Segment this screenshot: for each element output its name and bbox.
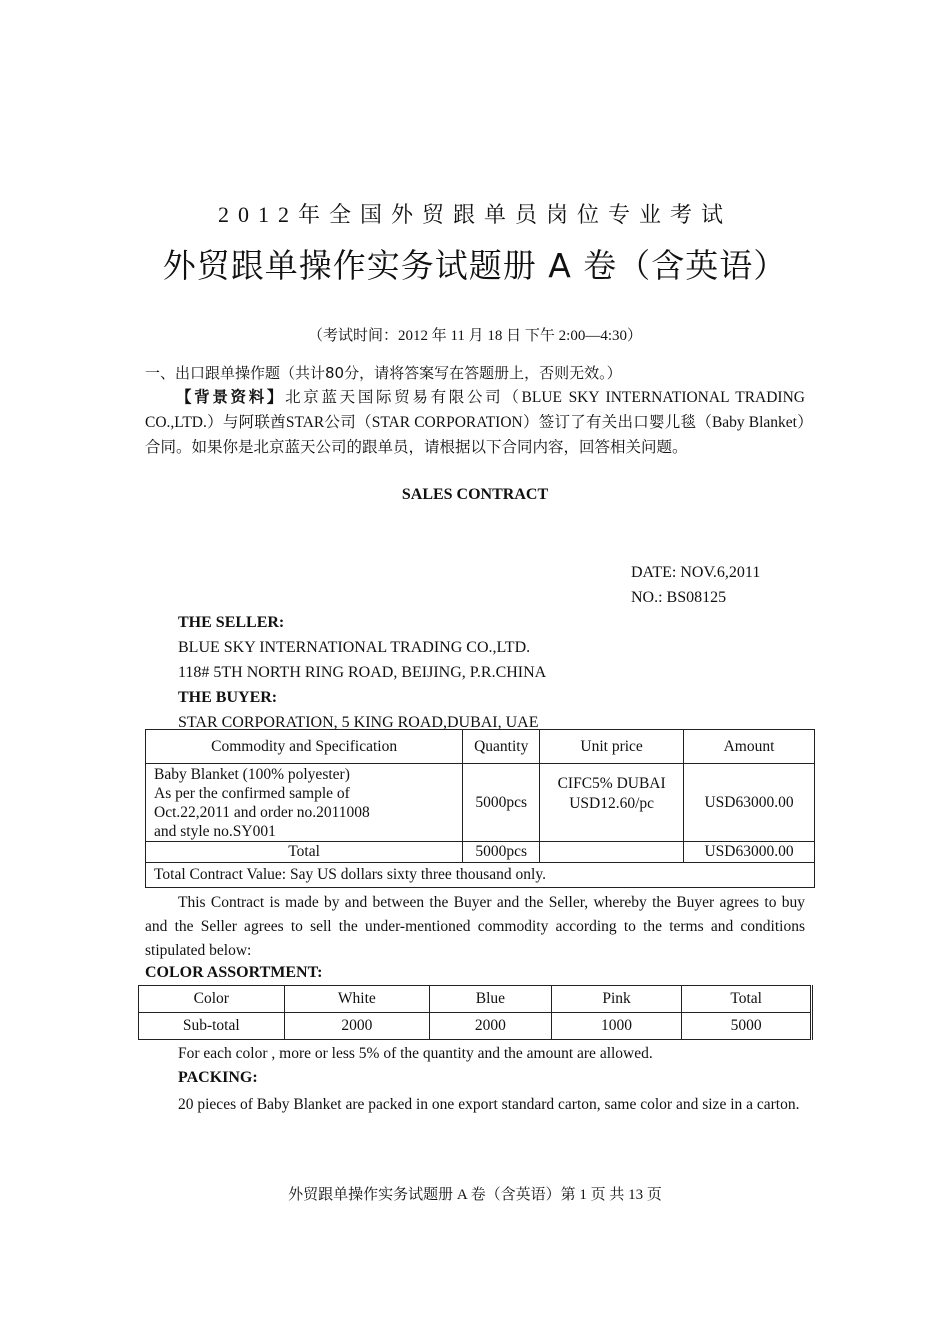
total-label-cell: Total (146, 842, 463, 863)
contract-date: DATE: NOV.6,2011 (631, 564, 761, 581)
total-value-cell: Total Contract Value: Say US dollars sixty three thousand only. (146, 863, 815, 888)
unit-price-line: CIFC5% DUBAI (557, 775, 666, 792)
packing-label: PACKING: (178, 1069, 258, 1086)
buyer-label: THE BUYER: (178, 689, 278, 706)
table-header-cell: Amount (684, 730, 815, 764)
table-row (146, 764, 815, 842)
exam-time: （考试时间：2012 年 11 月 18 日 下午 2:00—4:30） (307, 328, 643, 344)
section-heading: 一、出口跟单操作题（共计80分，请将答案写在答题册上，否则无效。） (145, 364, 622, 382)
commodity-line: Oct.22,2011 and order no.2011008 (154, 803, 370, 821)
color-cell: 1000 (551, 1013, 682, 1040)
color-header-cell: Blue (430, 986, 552, 1013)
color-header-cell: Pink (551, 986, 682, 1013)
color-table (138, 985, 813, 1040)
color-header-row (139, 986, 812, 1013)
exam-title: 2012年全国外贸跟单员岗位专业考试 (217, 202, 732, 227)
background-label: 【背景资料】 (176, 388, 286, 406)
total-amount-cell: USD63000.00 (684, 842, 815, 863)
commodity-line: Baby Blanket (100% polyester) (154, 765, 350, 783)
commodity-cell (146, 764, 463, 842)
amount-cell: USD63000.00 (684, 764, 815, 842)
page-footer: 外贸跟单操作实务试题册 A 卷（含英语）第 1 页 共 13 页 (288, 1187, 662, 1203)
table-header-row (146, 730, 815, 764)
total-quantity-cell: 5000pcs (463, 842, 540, 863)
color-assortment-label: COLOR ASSORTMENT: (145, 964, 323, 981)
total-value-row (146, 863, 815, 888)
color-cell: Sub-total (139, 1013, 285, 1040)
commodity-table (145, 729, 815, 888)
background-text: 北京蓝天国际贸易有限公司（BLUE SKY INTERNATIONAL TRADING CO.,LTD.）与阿联酋STAR公司（STAR CORPORATION）签订了有关出口婴儿毯（Baby Blanket）合同。如果你是北京蓝天公司的跟单员，请根据以下合同内容，回答相关问题。 (145, 389, 805, 456)
color-cell: 2000 (430, 1013, 552, 1040)
color-note: For each color , more or less 5% of the quantity and the amount are allowed. (178, 1045, 653, 1062)
contract-date-block (631, 560, 760, 610)
buyer-name: STAR CORPORATION, 5 KING ROAD,DUBAI, UAE (178, 714, 539, 731)
color-header-cell: White (284, 986, 430, 1013)
book-title: 外贸跟单操作实务试题册 A 卷（含英语） (162, 246, 788, 285)
terms-intro: This Contract is made by and between the Buyer and the Seller, whereby the Buyer agrees to buy and the Seller agrees to sell the under-mentioned commodity according to the terms and conditions stipulated below: (145, 894, 805, 959)
color-header-cell: Color (139, 986, 285, 1013)
unit-price-cell (540, 764, 684, 842)
color-header-cell: Total (682, 986, 812, 1013)
total-unit-price-cell (540, 842, 684, 863)
background-paragraph (145, 385, 805, 460)
parties-block (178, 610, 546, 735)
seller-label: THE SELLER: (178, 614, 285, 631)
color-subtotal-row (139, 1013, 812, 1040)
quantity-cell: 5000pcs (463, 764, 540, 842)
seller-name: BLUE SKY INTERNATIONAL TRADING CO.,LTD. (178, 639, 531, 656)
packing-text: 20 pieces of Baby Blanket are packed in one export standard carton, same color and size in a carton. (178, 1096, 800, 1113)
table-header-cell: Unit price (540, 730, 684, 764)
total-row (146, 842, 815, 863)
color-cell: 5000 (682, 1013, 812, 1040)
contract-title: SALES CONTRACT (401, 486, 549, 503)
contract-number: NO.: BS08125 (631, 589, 747, 606)
unit-price-line: USD12.60/pc (569, 795, 655, 812)
color-cell: 2000 (284, 1013, 430, 1040)
seller-address: 118# 5TH NORTH RING ROAD, BEIJING, P.R.CHINA (178, 664, 547, 681)
commodity-line: and style no.SY001 (154, 822, 276, 840)
commodity-line: As per the confirmed sample of (154, 784, 350, 802)
table-header-cell: Commodity and Specification (146, 730, 463, 764)
table-header-cell: Quantity (463, 730, 540, 764)
